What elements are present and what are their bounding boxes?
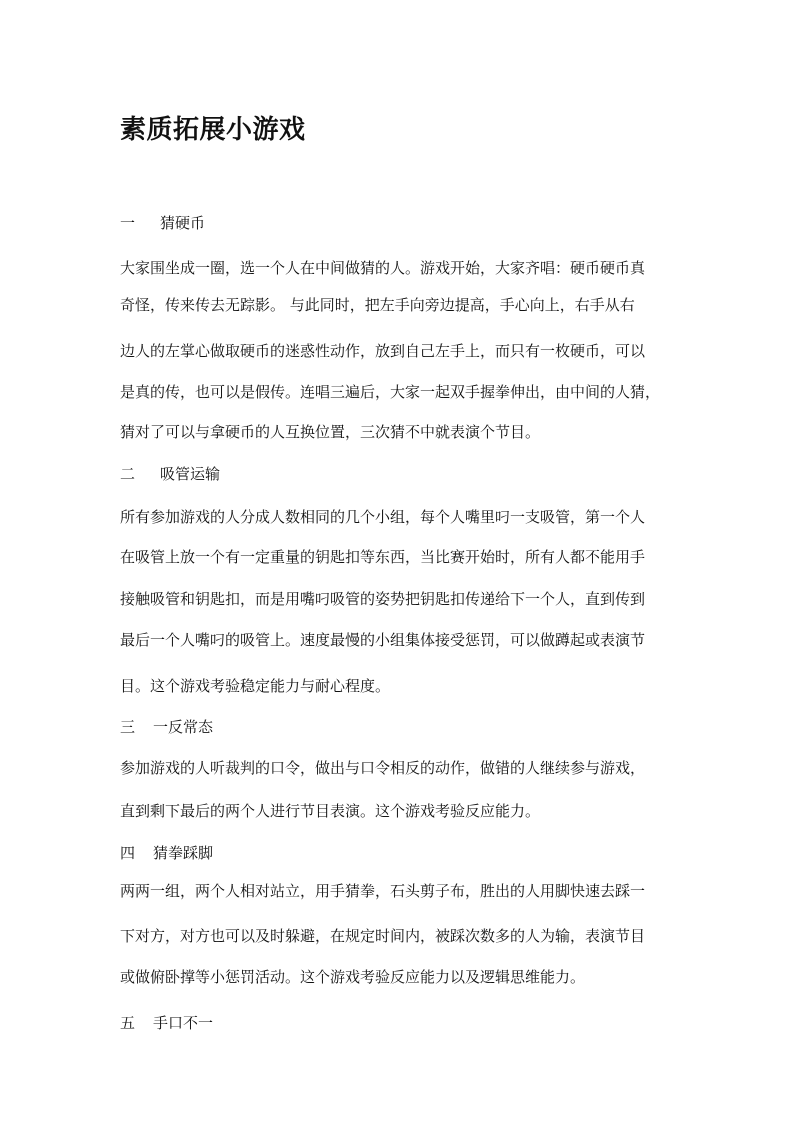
- paragraph-line: 在吸管上放一个有一定重量的钥匙扣等东西，当比赛开始时，所有人都不能用手: [120, 548, 646, 566]
- paragraph-line: 直到剩下最后的两个人进行节目表演。这个游戏考验反应能力。: [120, 802, 541, 820]
- section-heading-2: [120, 463, 220, 485]
- paragraph-line: 接触吸管和钥匙扣，而是用嘴叼吸管的姿势把钥匙扣传递给下一个人，直到传到: [120, 590, 646, 608]
- section-number: 一: [120, 214, 136, 232]
- section-title: 猜硬币: [160, 214, 206, 232]
- section-heading-5: [120, 1012, 213, 1034]
- section-heading-1: [120, 212, 205, 234]
- paragraph-line: 或做俯卧撑等小惩罚活动。这个游戏考验反应能力以及逻辑思维能力。: [120, 968, 586, 986]
- section-number: 五: [120, 1014, 136, 1032]
- paragraph-line: 参加游戏的人听裁判的口令，做出与口令相反的动作，做错的人继续参与游戏，: [120, 759, 646, 777]
- section-number: 三: [120, 718, 136, 736]
- section-heading-4: [120, 842, 213, 864]
- paragraph-line: 所有参加游戏的人分成人数相同的几个小组，每个人嘴里叼一支吸管，第一个人: [120, 508, 646, 526]
- section-title: 一反常态: [153, 718, 214, 736]
- paragraph-line: 最后一个人嘴叼的吸管上。速度最慢的小组集体接受惩罚，可以做蹲起或表演节: [120, 631, 646, 649]
- section-number: 四: [120, 844, 136, 862]
- paragraph-line: 大家围坐成一圈，选一个人在中间做猜的人。游戏开始，大家齐唱：硬币硬币真: [120, 259, 646, 277]
- section-title: 吸管运输: [160, 465, 221, 483]
- section-heading-3: [120, 716, 213, 738]
- paragraph-line: 猜对了可以与拿硬币的人互换位置，三次猜不中就表演个节目。: [120, 423, 541, 441]
- paragraph-line: 两两一组，两个人相对站立，用手猜拳，石头剪子布，胜出的人用脚快速去踩一: [120, 882, 646, 900]
- section-number: 二: [120, 465, 136, 483]
- section-title: 手口不一: [153, 1014, 214, 1032]
- section-title: 猜拳踩脚: [153, 844, 214, 862]
- paragraph-line: 奇怪，传来传去无踪影。 与此同时，把左手向旁边提高，手心向上，右手从右: [120, 296, 635, 314]
- paragraph-line: 目。这个游戏考验稳定能力与耐心程度。: [120, 677, 391, 695]
- document-title: 素质拓展小游戏: [120, 115, 306, 145]
- paragraph-line: 边人的左掌心做取硬币的迷惑性动作，放到自己左手上，而只有一枚硬币，可以: [120, 342, 646, 360]
- paragraph-line: 下对方，对方也可以及时躲避，在规定时间内，被踩次数多的人为输，表演节目: [120, 927, 646, 945]
- paragraph-line: 是真的传，也可以是假传。连唱三遍后，大家一起双手握拳伸出，由中间的人猜，: [120, 383, 661, 401]
